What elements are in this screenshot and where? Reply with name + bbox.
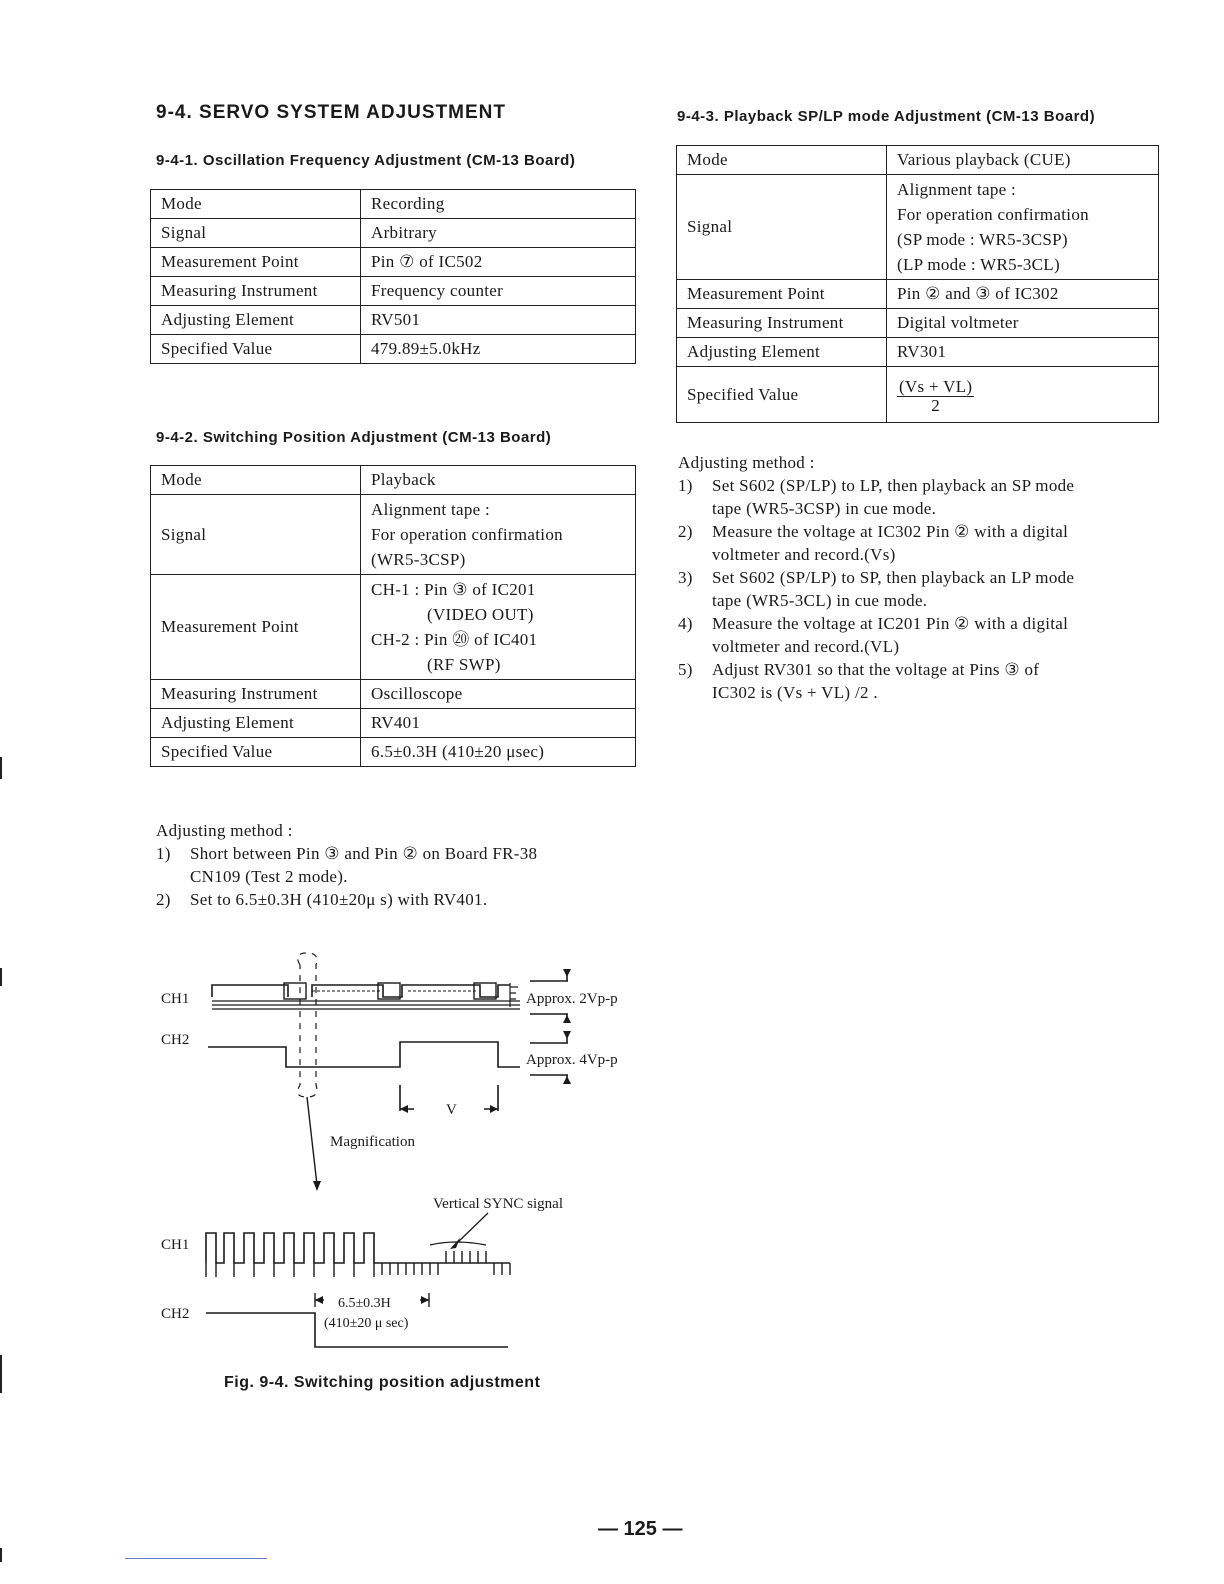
table-cell-label: Mode — [677, 146, 887, 175]
cell-line: (SP mode : WR5-3CSP) — [897, 230, 1068, 249]
arrow-icon — [563, 1031, 571, 1039]
list-item — [156, 842, 656, 888]
method-943 — [678, 451, 1168, 704]
table-cell-label: Measuring Instrument — [151, 680, 361, 709]
scan-mark — [0, 757, 2, 779]
list-item — [678, 658, 1168, 704]
table-942 — [150, 465, 636, 767]
cell-line: For operation confirmation — [371, 525, 563, 544]
specified-value-fraction — [897, 378, 974, 414]
method-942 — [156, 819, 656, 911]
list-line: tape (WR5-3CL) in cue mode. — [712, 591, 928, 610]
approx-2vpp-label: Approx. 2Vp-p — [526, 991, 618, 1007]
list-line: Adjust RV301 so that the voltage at Pins ③ of — [712, 660, 1040, 679]
magnification-region — [298, 953, 317, 1097]
scan-mark — [0, 968, 2, 986]
list-number: 5) — [678, 660, 693, 679]
subsection-943-title: 9-4-3. Playback SP/LP mode Adjustment (CM-13 Board) — [677, 108, 1096, 125]
table-cell-value: RV301 — [887, 338, 1159, 367]
list-number: 1) — [156, 844, 171, 863]
magnification-leader — [307, 1097, 317, 1185]
table-943 — [676, 145, 1159, 423]
table-cell-label: Measurement Point — [677, 280, 887, 309]
table-941 — [150, 189, 636, 364]
table-cell-label: Signal — [151, 495, 361, 575]
table-row — [151, 738, 636, 767]
table-cell-label: Adjusting Element — [151, 709, 361, 738]
ch1-lower-label: CH1 — [161, 1237, 190, 1253]
list-line: voltmeter and record.(Vs) — [712, 545, 896, 564]
v-label: V — [446, 1102, 457, 1118]
table-row — [151, 335, 636, 364]
arrow-icon — [490, 1105, 498, 1113]
arrow-icon — [421, 1296, 429, 1304]
ch1-magnified-waveform — [206, 1233, 510, 1263]
list-line: Measure the voltage at IC302 Pin ② with a digital — [712, 522, 1069, 541]
arrow-icon — [450, 1238, 460, 1249]
cell-line: (RF SWP) — [427, 655, 501, 674]
ch1-label: CH1 — [161, 991, 190, 1007]
arrow-icon — [315, 1296, 323, 1304]
method-title: Adjusting method : — [156, 821, 293, 840]
list-line: Set S602 (SP/LP) to LP, then playback an SP mode — [712, 476, 1075, 495]
table-cell-value: Various playback (CUE) — [887, 146, 1159, 175]
ch2-waveform — [208, 1042, 520, 1067]
scan-mark — [0, 1355, 2, 1393]
ch2-label: CH2 — [161, 1032, 190, 1048]
subsection-941-title: 9-4-1. Oscillation Frequency Adjustment (CM-13 Board) — [156, 152, 576, 169]
table-cell-value: Recording — [361, 190, 636, 219]
arrow-icon — [313, 1181, 321, 1191]
table-cell-label: Specified Value — [677, 367, 887, 423]
ch1-waveform-baseline — [212, 1001, 520, 1009]
list-number: 4) — [678, 614, 693, 633]
table-cell-value — [887, 175, 1159, 280]
list-item — [678, 520, 1168, 566]
magnification-label: Magnification — [330, 1134, 415, 1150]
cell-line: Alignment tape : — [897, 180, 1017, 199]
cell-line: (WR5-3CSP) — [371, 550, 466, 569]
table-row — [677, 175, 1159, 280]
table-cell-value: Oscilloscope — [361, 680, 636, 709]
approx-4vpp-label: Approx. 4Vp-p — [526, 1052, 618, 1068]
table-cell-value: 479.89±5.0kHz — [361, 335, 636, 364]
table-row — [151, 495, 636, 575]
table-cell-label: Specified Value — [151, 335, 361, 364]
arrow-icon — [563, 1076, 571, 1084]
table-row — [151, 190, 636, 219]
cell-line: (LP mode : WR5-3CL) — [897, 255, 1060, 274]
list-line: voltmeter and record.(VL) — [712, 637, 900, 656]
table-row — [677, 309, 1159, 338]
time-label: 6.5±0.3H — [338, 1296, 391, 1311]
list-number: 3) — [678, 568, 693, 587]
time-usec-label: (410±20 μ sec) — [324, 1316, 409, 1331]
table-cell-value — [361, 575, 636, 680]
table-cell-label: Measuring Instrument — [151, 277, 361, 306]
cell-line: (VIDEO OUT) — [427, 605, 534, 624]
arrow-icon — [563, 969, 571, 977]
figure-caption: Fig. 9-4. Switching position adjustment — [224, 1374, 541, 1391]
table-cell-label: Mode — [151, 466, 361, 495]
list-number: 2) — [156, 890, 171, 909]
list-item — [156, 888, 656, 911]
list-line: Set to 6.5±0.3H (410±20μ s) with RV401. — [190, 890, 488, 909]
list-item — [678, 612, 1168, 658]
vsync-label: Vertical SYNC signal — [433, 1196, 563, 1212]
table-row — [151, 219, 636, 248]
cell-line: Alignment tape : — [371, 500, 491, 519]
table-cell-label: Measurement Point — [151, 248, 361, 277]
table-cell-label: Adjusting Element — [151, 306, 361, 335]
list-line: Measure the voltage at IC201 Pin ② with a digital — [712, 614, 1069, 633]
table-cell-value: Playback — [361, 466, 636, 495]
table-cell-value — [361, 495, 636, 575]
table-cell-value — [887, 367, 1159, 423]
list-line: Set S602 (SP/LP) to SP, then playback an LP mode — [712, 568, 1075, 587]
list-number: 1) — [678, 476, 693, 495]
table-cell-label: Measuring Instrument — [677, 309, 887, 338]
table-cell-value: 6.5±0.3H (410±20 μsec) — [361, 738, 636, 767]
method-title: Adjusting method : — [678, 453, 815, 472]
table-row — [677, 146, 1159, 175]
fraction-denominator: 2 — [931, 396, 941, 415]
arrow-icon — [400, 1105, 408, 1113]
fraction-numerator: (Vs + VL) — [899, 377, 973, 396]
table-row — [151, 306, 636, 335]
table-cell-value: Pin ⑦ of IC502 — [361, 248, 636, 277]
table-row — [677, 367, 1159, 423]
arrow-icon — [563, 1015, 571, 1023]
list-line: CN109 (Test 2 mode). — [190, 867, 348, 886]
table-cell-value: RV401 — [361, 709, 636, 738]
table-row — [151, 709, 636, 738]
list-item — [678, 566, 1168, 612]
section-title: 9-4. SERVO SYSTEM ADJUSTMENT — [156, 102, 507, 123]
table-row — [151, 277, 636, 306]
list-number: 2) — [678, 522, 693, 541]
table-cell-label: Signal — [677, 175, 887, 280]
cell-line: CH-1 : Pin ③ of IC201 — [371, 580, 536, 599]
list-line: tape (WR5-3CSP) in cue mode. — [712, 499, 937, 518]
ch2-lower-label: CH2 — [161, 1306, 190, 1322]
cell-line: CH-2 : Pin ⑳ of IC401 — [371, 630, 538, 649]
list-line: IC302 is (Vs + VL) /2 . — [712, 683, 878, 702]
table-cell-label: Specified Value — [151, 738, 361, 767]
list-item — [678, 474, 1168, 520]
scan-line — [125, 1558, 267, 1559]
table-row — [151, 575, 636, 680]
scan-mark — [0, 1548, 2, 1562]
subsection-942-title: 9-4-2. Switching Position Adjustment (CM-13 Board) — [156, 429, 552, 446]
table-row — [151, 248, 636, 277]
table-cell-value: RV501 — [361, 306, 636, 335]
table-row — [151, 466, 636, 495]
table-cell-label: Signal — [151, 219, 361, 248]
table-row — [151, 680, 636, 709]
table-cell-label: Mode — [151, 190, 361, 219]
table-cell-value: Pin ② and ③ of IC302 — [887, 280, 1159, 309]
ch1-end-tick — [510, 983, 518, 1007]
table-row — [677, 280, 1159, 309]
table-cell-value: Digital voltmeter — [887, 309, 1159, 338]
page-number: — 125 — — [598, 1518, 683, 1540]
table-row — [677, 338, 1159, 367]
table-cell-label: Measurement Point — [151, 575, 361, 680]
sync-pulses — [206, 1263, 438, 1277]
table-cell-value: Arbitrary — [361, 219, 636, 248]
list-line: Short between Pin ③ and Pin ② on Board FR-38 — [190, 844, 538, 863]
waveform-figure — [150, 945, 650, 1355]
table-cell-label: Adjusting Element — [677, 338, 887, 367]
table-cell-value: Frequency counter — [361, 277, 636, 306]
cell-line: For operation confirmation — [897, 205, 1089, 224]
